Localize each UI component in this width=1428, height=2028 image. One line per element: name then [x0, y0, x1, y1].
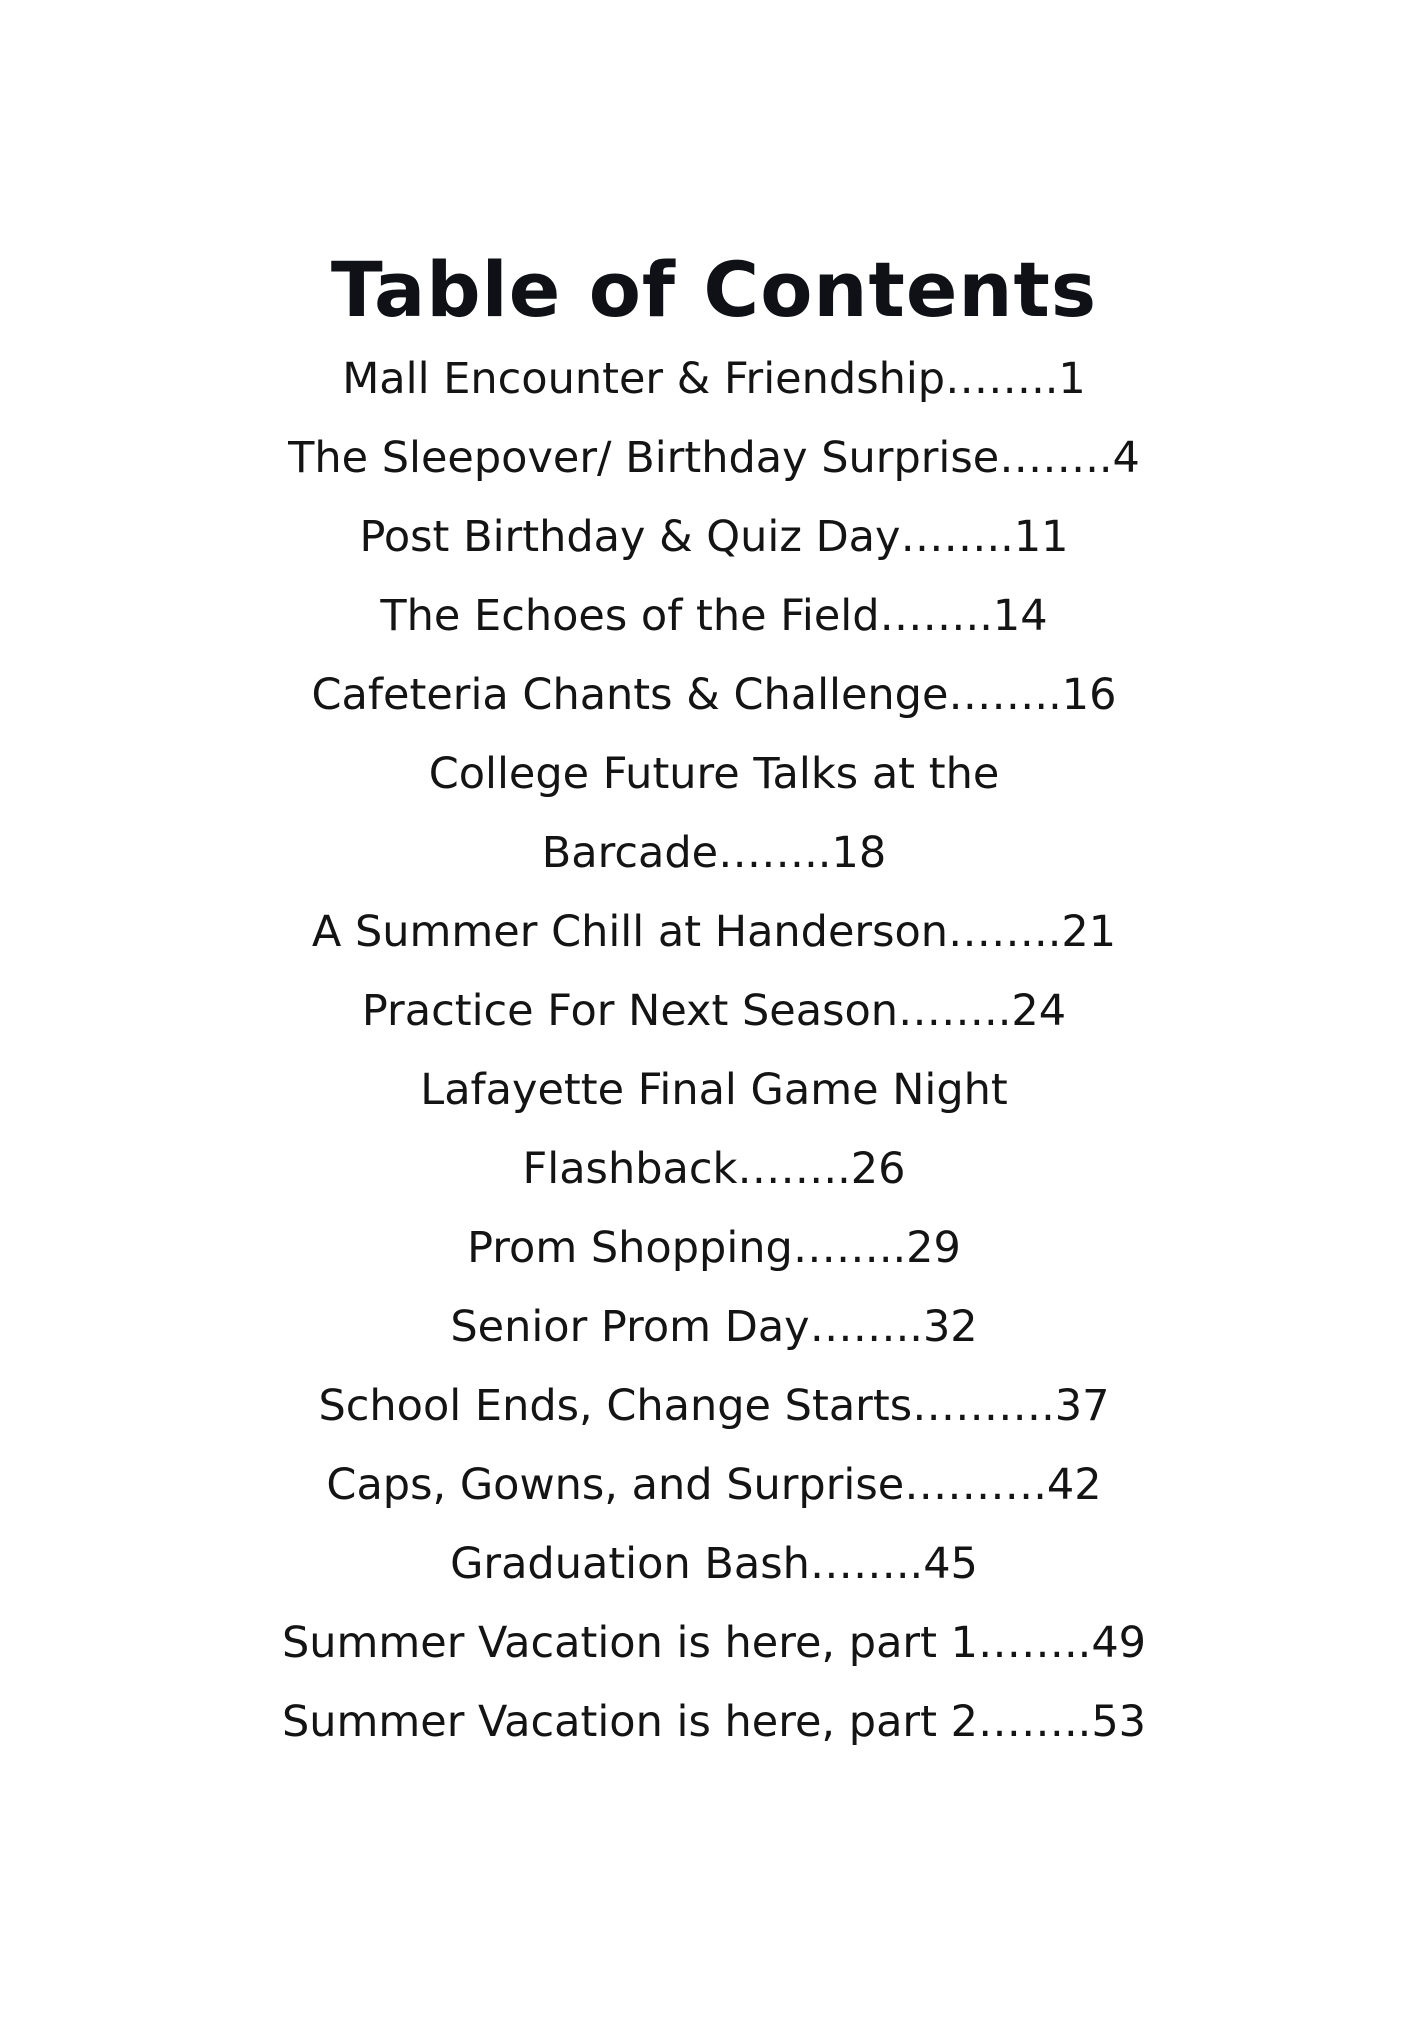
toc-entry: Summer Vacation is here, part 1……..49: [281, 1618, 1147, 1668]
toc-entry: College Future Talks at the: [428, 749, 1000, 799]
toc-entry: School Ends, Change Starts……….37: [318, 1381, 1110, 1431]
toc-entry: Post Birthday & Quiz Day……..11: [359, 512, 1069, 562]
toc-entry: Senior Prom Day……..32: [450, 1302, 978, 1352]
toc-entry: Lafayette Final Game Night: [420, 1065, 1008, 1115]
toc-entry: Barcade……..18: [541, 828, 887, 878]
toc-entry: Flashback……..26: [522, 1144, 906, 1194]
toc-entry: Prom Shopping……..29: [467, 1223, 961, 1273]
toc-entry: The Echoes of the Field……..14: [380, 591, 1048, 641]
toc-list: [0, 340, 1428, 1762]
toc-entry: Practice For Next Season……..24: [361, 986, 1067, 1036]
toc-entry: Summer Vacation is here, part 2……..53: [281, 1697, 1147, 1747]
toc-entry: The Sleepover/ Birthday Surprise……..4: [288, 433, 1140, 483]
toc-entry: Caps, Gowns, and Surprise……….42: [326, 1460, 1102, 1510]
table-of-contents: [0, 240, 1428, 1762]
page-title: Table of Contents: [330, 245, 1098, 334]
toc-entry: Cafeteria Chants & Challenge……..16: [311, 670, 1117, 720]
toc-entry: A Summer Chill at Handerson……..21: [311, 907, 1117, 957]
toc-entry: Graduation Bash……..45: [450, 1539, 978, 1589]
toc-entry: Mall Encounter & Friendship……..1: [342, 354, 1086, 404]
